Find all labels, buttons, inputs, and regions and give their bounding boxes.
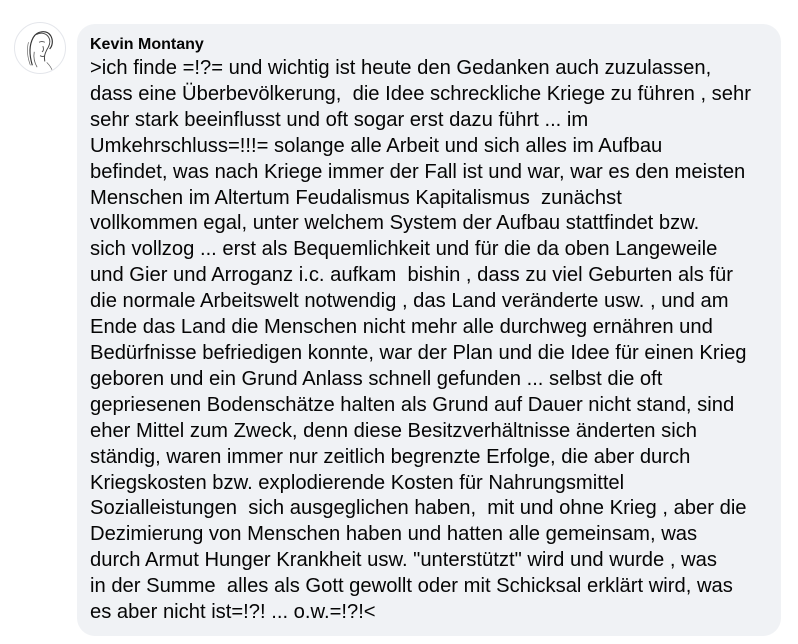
avatar[interactable] — [14, 22, 66, 74]
comment-author-name[interactable]: Kevin Montany — [90, 36, 204, 53]
comment-bubble — [77, 24, 781, 636]
comment-text: >ich finde =!?= und wichtig ist heute den Gedanken auch zuzulassen, dass eine Überbevölkerung, die Idee schreckliche Kriege zu führen , sehr sehr stark beeinflusst und oft sogar erst dazu führt ... im Umkehrschluss=!!!= solange alle Arbeit und sich alles im Aufbau befindet, was nach Kriege immer der Fall ist und war, war es den meisten Menschen im Altertum Feudalismus Kapitalismus zunächst vollkommen egal, unter welchem System der Aufbau stattfindet bzw. sich vollzog ... erst als Bequemlichkeit und für die da oben Langeweile und Gier und Arroganz i.c. aufkam bishin , dass zu viel Geburten als für die normale Arbeitswelt notwendig , das Land veränderte usw. , und am Ende das Land die Menschen nicht mehr alle durchweg ernähren und Bedürfnisse befriedigen konnte, war der Plan und die Idee für einen Krieg geboren und ein Grund Anlass schnell gefunden ... selbst die oft gepriesenen Bodenschätze halten als Grund auf Dauer nicht stand, sind eher Mittel zum Zweck, denn diese Besitzverhältnisse änderten sich ständig, waren immer nur zeitlich begrenzte Erfolge, die aber durch Kriegskosten bzw. explodierende Kosten für Nahrungsmittel Sozialleistungen sich ausgeglichen haben, mit und ohne Krieg , aber die Dezimierung von Menschen haben und hatten alle gemeinsam, was durch Armut Hunger Krankheit usw. "unterstützt" wird und wurde , was in der Summe alles als Gott gewollt oder mit Schicksal erklärt wird, was es aber nicht ist=!?! ... o.w.=!?!< — [90, 57, 751, 624]
sketched-face-avatar-icon — [15, 23, 65, 73]
